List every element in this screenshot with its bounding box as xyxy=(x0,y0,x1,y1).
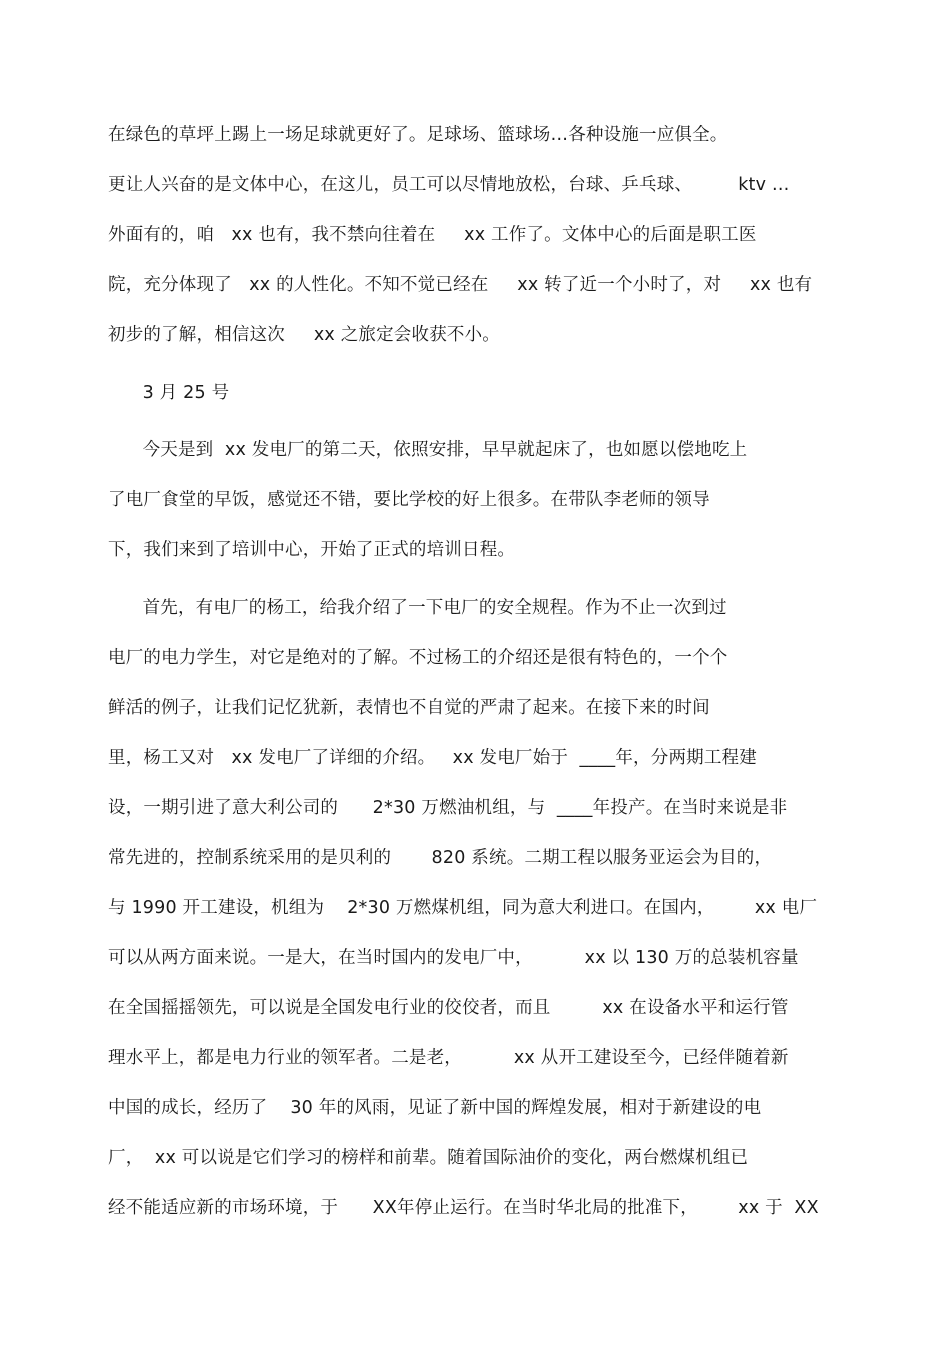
text-line: 在全国摇摇领先，可以说是全国发电行业的佼佼者，而且 xx 在设备水平和运行管 xyxy=(108,998,789,1018)
text-line: 鲜活的例子，让我们记忆犹新，表情也不自觉的严肃了起来。在接下来的时间 xyxy=(108,698,710,718)
text-line: 中国的成长，经历了 30 年的风雨，见证了新中国的辉煌发展，相对于新建设的电 xyxy=(108,1098,762,1118)
text-line: 与 1990 开工建设，机组为 2*30 万燃煤机组，同为意大利进口。在国内， xx 电厂 xyxy=(108,898,818,918)
text-line: 在绿色的草坪上踢上一场足球就更好了。足球场、篮球场…各种设施一应俱全。 xyxy=(108,125,728,145)
text-line: 首先，有电厂的杨工，给我介绍了一下电厂的安全规程。作为不止一次到过 xyxy=(108,598,727,618)
text-line: 初步的了解，相信这次 xx 之旅定会收获不小。 xyxy=(108,325,500,345)
text-line: 经不能适应新的市场环境，于 XX年停止运行。在当时华北局的批准下， xx 于 XX xyxy=(108,1198,819,1218)
text-line: 院，充分体现了 xx 的人性化。不知不觉已经在 xx 转了近一个小时了，对 xx 也有 xyxy=(108,275,813,295)
text-line: 厂， xx 可以说是它们学习的榜样和前辈。随着国际油价的变化，两台燃煤机组已 xyxy=(108,1148,749,1168)
text-line: 了电厂食堂的早饭，感觉还不错，要比学校的好上很多。在带队李老师的领导 xyxy=(108,490,710,510)
text-line: 更让人兴奋的是文体中心，在这儿，员工可以尽情地放松，台球、乒乓球、 ktv … xyxy=(108,175,790,195)
text-line: 设，一期引进了意大利公司的 2*30 万燃油机组，与 ____年投产。在当时来说是非 xyxy=(108,798,788,818)
text-line: 电厂的电力学生，对它是绝对的了解。不过杨工的介绍还是很有特色的，一个个 xyxy=(108,648,728,668)
date-heading: 3 月 25 号 xyxy=(108,383,230,403)
text-line: 外面有的，咱 xx 也有，我不禁向往着在 xx 工作了。文体中心的后面是职工医 xyxy=(108,225,757,245)
text-line: 理水平上，都是电力行业的领军者。二是老， xx 从开工建设至今，已经伴随着新 xyxy=(108,1048,789,1068)
text-line: 今天是到 xx 发电厂的第二天，依照安排，早早就起床了，也如愿以偿地吃上 xyxy=(108,440,748,460)
text-line: 里，杨工又对 xx 发电厂了详细的介绍。 xx 发电厂始于 ____年，分两期工程建 xyxy=(108,748,757,768)
text-line: 可以从两方面来说。一是大，在当时国内的发电厂中， xx 以 130 万的总装机容量 xyxy=(108,948,799,968)
text-line: 下，我们来到了培训中心，开始了正式的培训日程。 xyxy=(108,540,516,560)
text-line: 常先进的，控制系统采用的是贝利的 820 系统。二期工程以服务亚运会为目的， xyxy=(108,848,773,868)
